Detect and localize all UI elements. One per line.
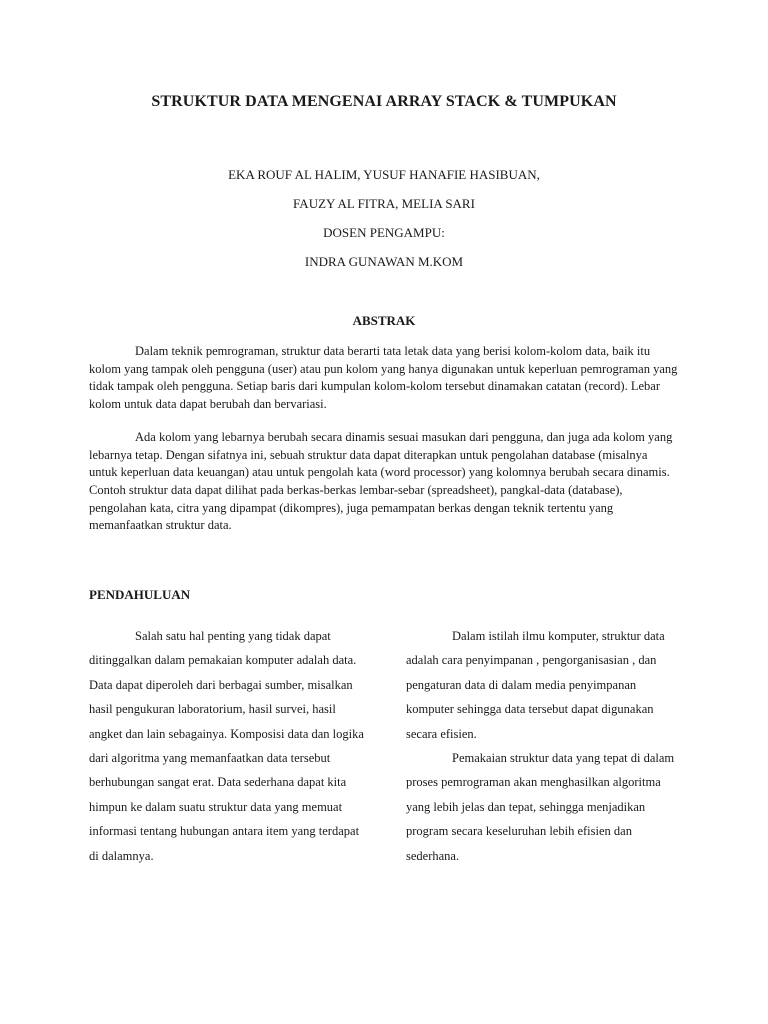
paper-title: STRUKTUR DATA MENGENAI ARRAY STACK & TUMPUKAN [151,93,617,110]
introduction-right-paragraph-2: Pemakaian struktur data yang tepat di dalam proses pemrograman akan menghasilkan algoritma yang lebih jelas dan tepat, sehingga menjadikan program secara keseluruhan lebih efisien dan sederhana. [406,751,675,863]
introduction-right-column [406,624,684,868]
supervisor-label: DOSEN PENGAMPU: [323,225,445,240]
introduction-left-column [89,624,367,868]
abstract-heading: ABSTRAK [352,313,416,328]
author-block [0,166,768,282]
abstract-paragraph-2: Ada kolom yang lebarnya berubah secara dinamis sesuai masukan dari pengguna, dan juga ada kolom yang lebarnya tetap. Dengan sifatnya ini, sebuah struktur data dapat diterapkan untuk pengolahan database (misalnya untuk keperluan data keuangan) atau untuk pengolah kata (word processor) yang kolomnya berubah secara dinamis. Contoh struktur data dapat dilihat pada berkas-berkas lembar-sebar (spreadsheet), pangkal-data (database), pengolahan kata, citra yang dipampat (dikompres), juga pemampatan berkas dengan teknik tertentu yang memanfaatkan struktur data. [89,429,673,533]
introduction-left-paragraph: Salah satu hal penting yang tidak dapat ditinggalkan dalam pemakaian komputer adalah data. Data dapat diperoleh dari berbagai sumber, misalkan hasil pengukuran laboratorium, hasil survei, hasil angket dan lain sebagainya. Komposisi data dan logika dari algoritma yang memanfaatkan data tersebut berhubungan sangat erat. Data sederhana dapat kita himpun ke dalam suatu struktur data yang memuat informasi tentang hubungan antara item yang terdapat di dalamnya. [89,629,364,863]
abstract-paragraph-1: Dalam teknik pemrograman, struktur data berarti tata letak data yang berisi kolom-kolom data, baik itu kolom yang tampak oleh pengguna (user) atau pun kolom yang hanya digunakan untuk keperluan pemrograman yang tidak tampak oleh pengguna. Setiap baris dari kumpulan kolom-kolom tersebut dinamakan catatan (record). Lebar kolom untuk data dapat berubah dan bervariasi. [89,344,678,412]
authors-line-2: FAUZY AL FITRA, MELIA SARI [293,196,475,211]
introduction-heading: PENDAHULUAN [89,587,191,602]
introduction-right-paragraph-1: Dalam istilah ilmu komputer, struktur data adalah cara penyimpanan , pengorganisasian , dan pengaturan data di dalam media penyimpanan komputer sehingga data tersebut dapat digunakan secara efisien. [406,629,665,741]
authors-line-1: EKA ROUF AL HALIM, YUSUF HANAFIE HASIBUAN, [228,167,540,182]
supervisor-name: INDRA GUNAWAN M.KOM [304,254,464,269]
abstract-body [89,343,679,550]
